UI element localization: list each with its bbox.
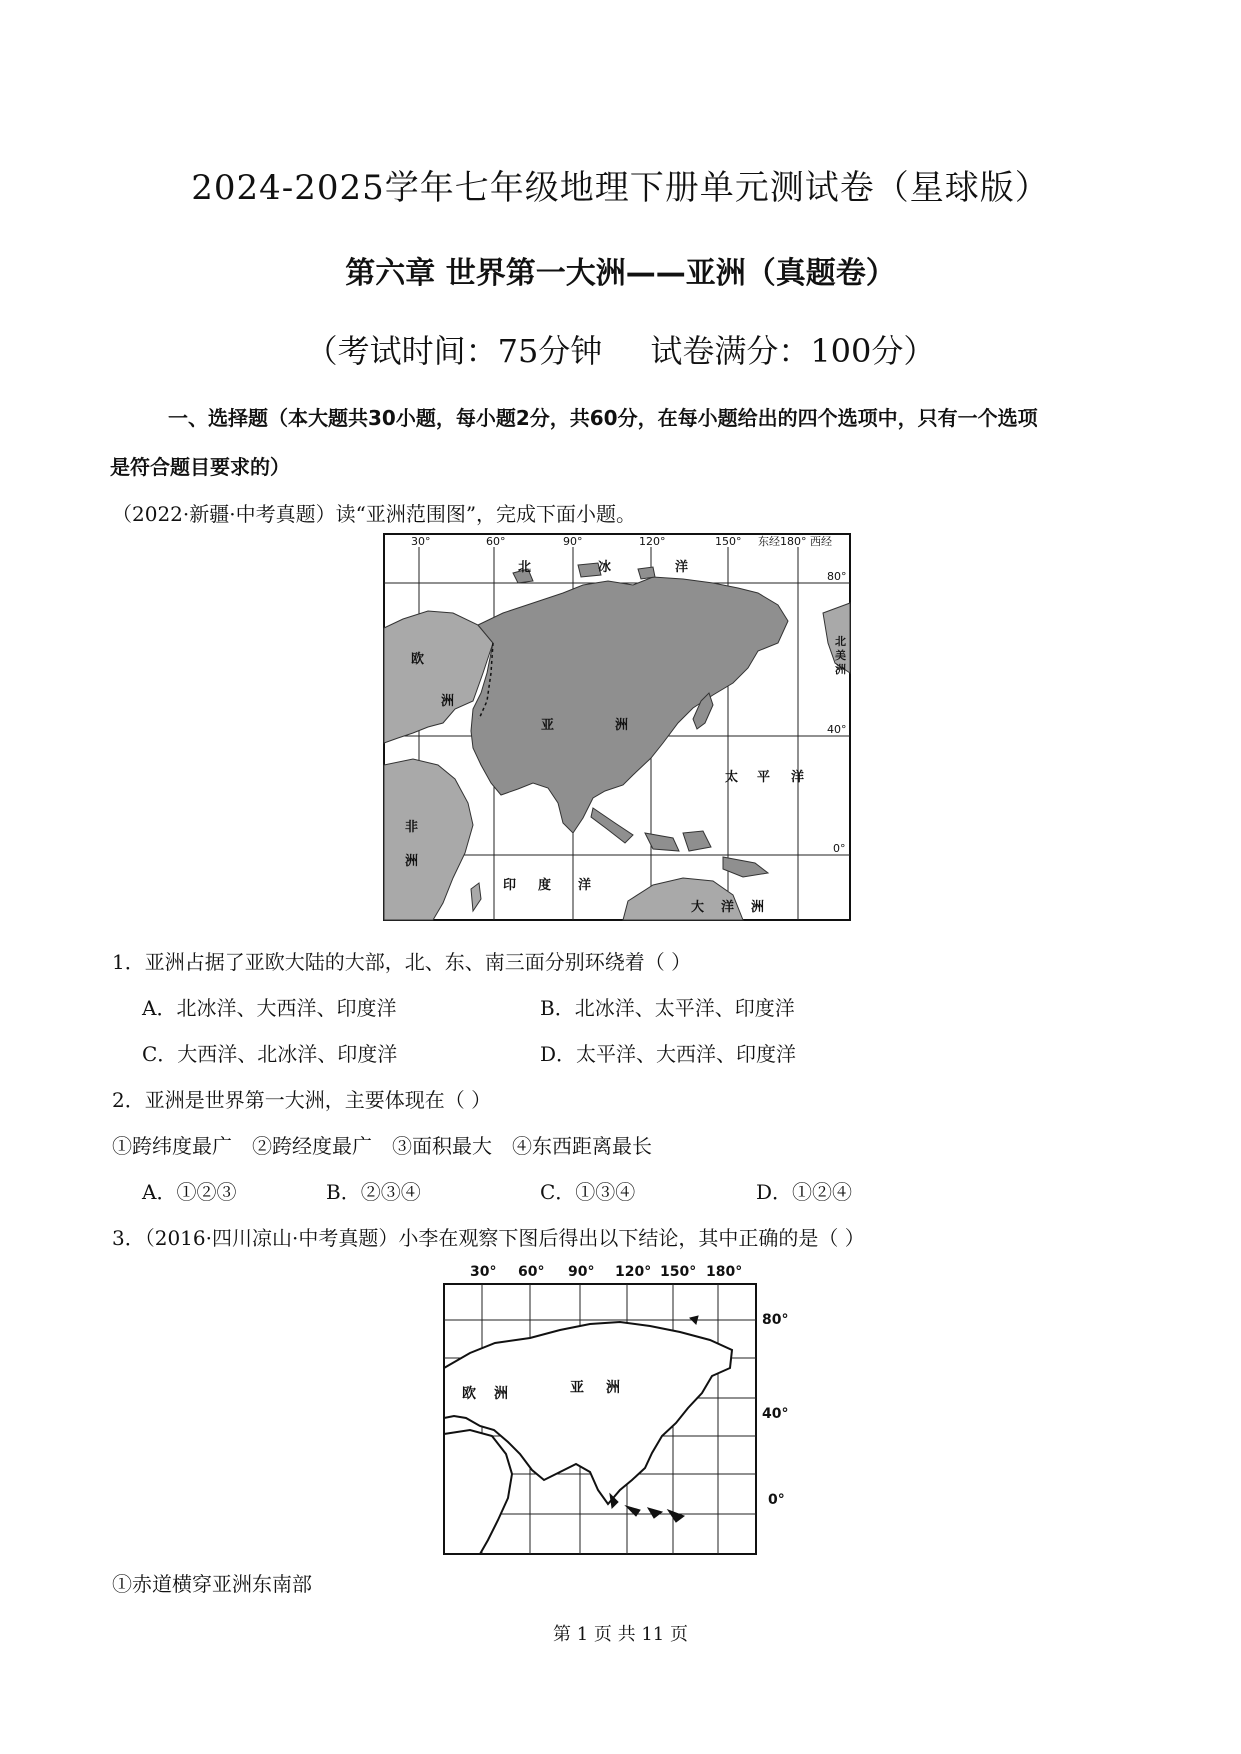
pacific-ocean-label: 洋 <box>791 770 805 785</box>
lon-label-30: 30° <box>470 1264 497 1280</box>
asia-label: 亚 <box>570 1380 584 1396</box>
page-footer: 第 1 页 共 11 页 <box>553 1624 688 1645</box>
question-2-option-a: A．①②③ <box>142 1180 237 1204</box>
asia-label: 亚 <box>541 718 555 733</box>
lat-label-80: 80° <box>762 1312 789 1328</box>
exam-time: （考试时间：75分钟 <box>305 332 603 370</box>
north-america-label: 洲 <box>835 663 846 676</box>
question-1-option-a: A．北冰洋、大西洋、印度洋 <box>142 996 397 1020</box>
section-heading-line1: 一、选择题（本大题共30小题，每小题2分，共60分，在每小题给出的四个选项中，只有一个选项 <box>168 406 1038 430</box>
lon-label-120: 120° <box>639 535 666 548</box>
europe-label: 洲 <box>441 694 455 709</box>
africa-label: 非 <box>405 820 419 835</box>
section-heading-line2: 是符合题目要求的） <box>110 455 290 479</box>
arctic-label: 北 <box>518 560 532 575</box>
indian-ocean-label: 印 <box>503 878 517 893</box>
arctic-label: 冰 <box>598 560 612 575</box>
lat-label-80: 80° <box>827 570 847 583</box>
indian-ocean-label: 度 <box>538 878 552 893</box>
europe-label: 洲 <box>494 1386 508 1402</box>
lat-label-40: 40° <box>762 1406 789 1422</box>
lon-label-120: 120° <box>615 1264 652 1280</box>
question-3-statement-1: ①赤道横穿亚洲东南部 <box>112 1572 312 1596</box>
lat-label-0: 0° <box>768 1492 785 1508</box>
europe-label: 欧 <box>462 1386 476 1402</box>
question-1-option-d: D．太平洋、大西洋、印度洋 <box>540 1042 797 1066</box>
page-title: 2024-2025学年七年级地理下册单元测试卷（星球版） <box>191 168 1050 208</box>
oceania-label: 洲 <box>751 900 765 915</box>
question-2-option-d: D．①②④ <box>756 1180 853 1204</box>
question-2-statements: ①跨纬度最广 ②跨经度最广 ③面积最大 ④东西距离最长 <box>112 1134 652 1158</box>
oceania-label: 大 <box>691 900 705 915</box>
africa-label: 洲 <box>405 854 419 869</box>
asia-label: 洲 <box>606 1380 620 1396</box>
pacific-ocean-label: 太 <box>725 770 739 785</box>
map2-latitude-labels <box>762 1312 788 1508</box>
lon-label-90: 90° <box>563 535 583 548</box>
question-2-option-c: C．①③④ <box>540 1180 636 1204</box>
question-1-stem: 1．亚洲占据了亚欧大陆的大部，北、东、南三面分别环绕着（ ） <box>112 950 692 974</box>
question-1-option-b: B．北冰洋、太平洋、印度洋 <box>540 996 795 1020</box>
lon-label-90: 90° <box>568 1264 595 1280</box>
asia-label: 洲 <box>615 718 629 733</box>
pacific-ocean-label: 平 <box>757 770 771 785</box>
oceania-label: 洋 <box>721 900 735 915</box>
north-america-label: 美 <box>835 649 846 662</box>
lon-label-180: 180° <box>706 1264 743 1280</box>
lon-label-150: 150° <box>715 535 742 548</box>
north-america-label: 北 <box>835 635 846 648</box>
exam-info <box>0 326 1241 372</box>
map2-longitude-labels <box>470 1264 742 1280</box>
question-3-stem: 3．（2016·四川凉山·中考真题）小李在观察下图后得出以下结论，其中正确的是（ ） <box>112 1226 865 1250</box>
lat-label-40: 40° <box>827 723 847 736</box>
arctic-label: 洋 <box>675 560 689 575</box>
lon-label-30: 30° <box>411 535 431 548</box>
question-2-stem: 2．亚洲是世界第一大洲，主要体现在（ ） <box>112 1088 492 1112</box>
exam-score: 试卷满分：100分） <box>650 332 936 370</box>
indian-ocean-label: 洋 <box>578 878 592 893</box>
europe-label: 欧 <box>411 652 425 667</box>
lon-label-60: 60° <box>486 535 506 548</box>
lon-label-150: 150° <box>660 1264 697 1280</box>
asia-range-map <box>383 533 851 921</box>
question-intro: （2022·新疆·中考真题）读“亚洲范围图”，完成下面小题。 <box>112 502 637 526</box>
question-2-option-b: B．②③④ <box>326 1180 421 1204</box>
eurasia-outline-map <box>440 1258 802 1558</box>
chapter-subtitle: 第六章 世界第一大洲——亚洲（真题卷） <box>345 256 896 291</box>
question-1-option-c: C．大西洋、北冰洋、印度洋 <box>142 1042 398 1066</box>
lon-label-60: 60° <box>518 1264 545 1280</box>
lon-label-180: 东经180° 西经 <box>758 535 832 548</box>
lat-label-0: 0° <box>833 842 846 855</box>
